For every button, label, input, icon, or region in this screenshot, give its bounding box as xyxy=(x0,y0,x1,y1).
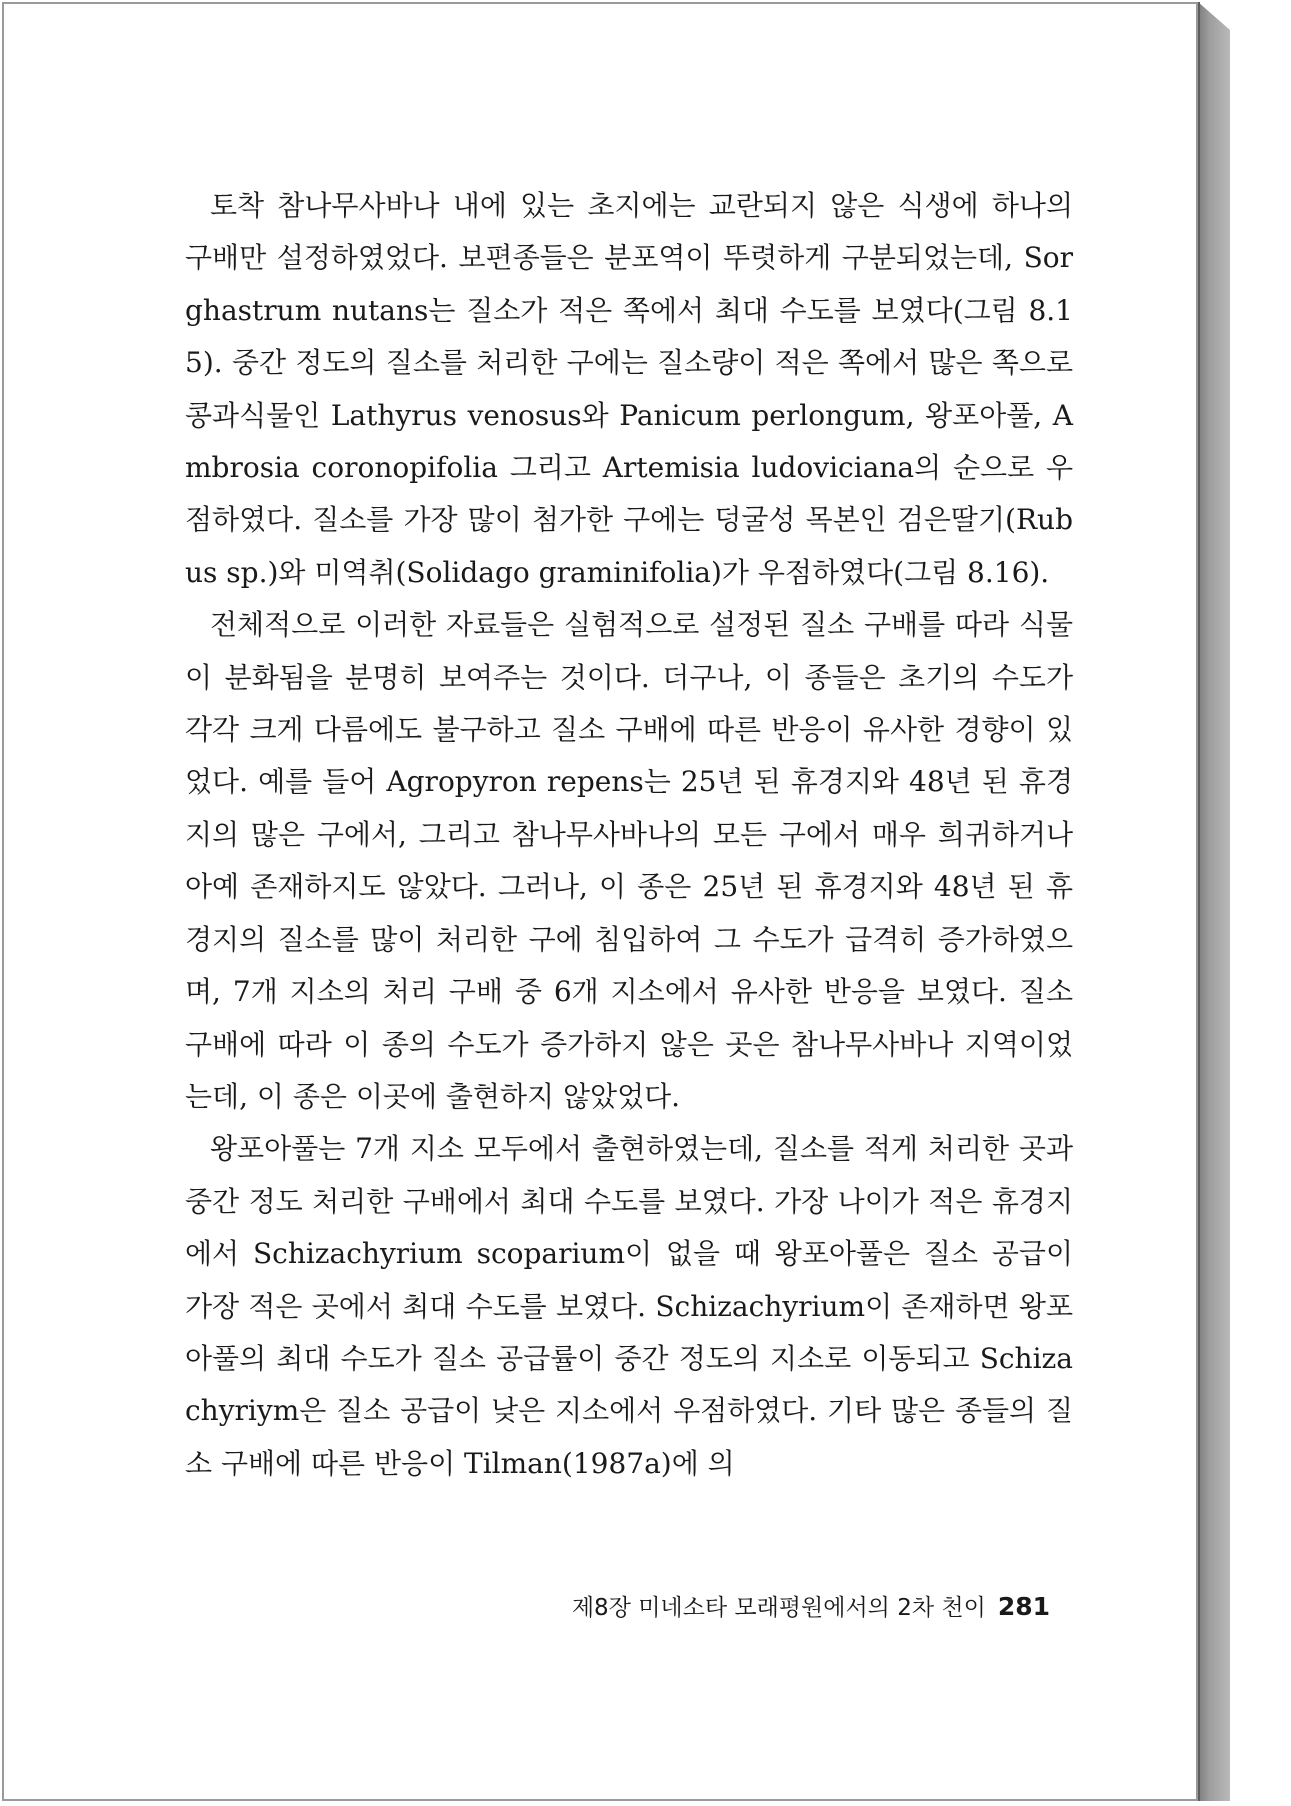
paragraph-3: 왕포아풀는 7개 지소 모두에서 출현하였는데, 질소를 적게 처리한 곳과 중간 정도 처리한 구배에서 최대 수도를 보였다. 가장 나이가 적은 휴경지에서 Schizachyrium scoparium이 없을 때 왕포아풀은 질소 공급이 가장 적은 곳에서 최대 수도를 보였다. Schizachyrium이 존재하면 왕포아풀의 최대 수도가 질소 공급률이 중간 정도의 지소로 이동되고 Schizachyriym은 질소 공급이 낮은 지소에서 우점하였다. 기타 많은 종들의 질소 구배에 따른 반응이 Tilman(1987a)에 의 xyxy=(185,1132,1073,1480)
page-edge-shadow xyxy=(1198,2,1230,1801)
paragraph-1: 토착 참나무사바나 내에 있는 초지에는 교란되지 않은 식생에 하나의 구배만 설정하였었다. 보편종들은 분포역이 뚜렷하게 구분되었는데, Sorghastrum nutans는 질소가 적은 쪽에서 최대 수도를 보였다(그림 8.15). 중간 정도의 질소를 처리한 구에는 질소량이 적은 쪽에서 많은 쪽으로 콩과식물인 Lathyrus venosus와 Panicum perlongum, 왕포아풀, Ambrosia coronopifolia 그리고 Artemisia ludoviciana의 순으로 우점하였다. 질소를 가장 많이 첨가한 구에는 덩굴성 목본인 검은딸기(Rubus sp.)와 미역취(Solidago graminifolia)가 우점하였다(그림 8.16). xyxy=(185,189,1073,589)
running-footer xyxy=(515,1589,1050,1622)
page-number: 281 xyxy=(997,1592,1050,1621)
paragraph-2: 전체적으로 이러한 자료들은 실험적으로 설정된 질소 구배를 따라 식물이 분화됨을 분명히 보여주는 것이다. 더구나, 이 종들은 초기의 수도가 각각 크게 다름에도 불구하고 질소 구배에 따른 반응이 유사한 경향이 있었다. 예를 들어 Agropyron repens는 25년 된 휴경지와 48년 된 휴경지의 많은 구에서, 그리고 참나무사바나의 모든 구에서 매우 희귀하거나 아예 존재하지도 않았다. 그러나, 이 종은 25년 된 휴경지와 48년 된 휴경지의 질소를 많이 처리한 구에 침입하여 그 수도가 급격히 증가하였으며, 7개 지소의 처리 구배 중 6개 지소에서 유사한 반응을 보였다. 질소 구배에 따라 이 종의 수도가 증가하지 않은 곳은 참나무사바나 지역이었는데, 이 종은 이곳에 출현하지 않았었다. xyxy=(185,608,1073,1113)
body-text xyxy=(185,180,1073,1490)
chapter-title: 제8장 미네소타 모래평원에서의 2차 천이 xyxy=(571,1595,986,1621)
page-edge-line xyxy=(1198,2,1200,1801)
